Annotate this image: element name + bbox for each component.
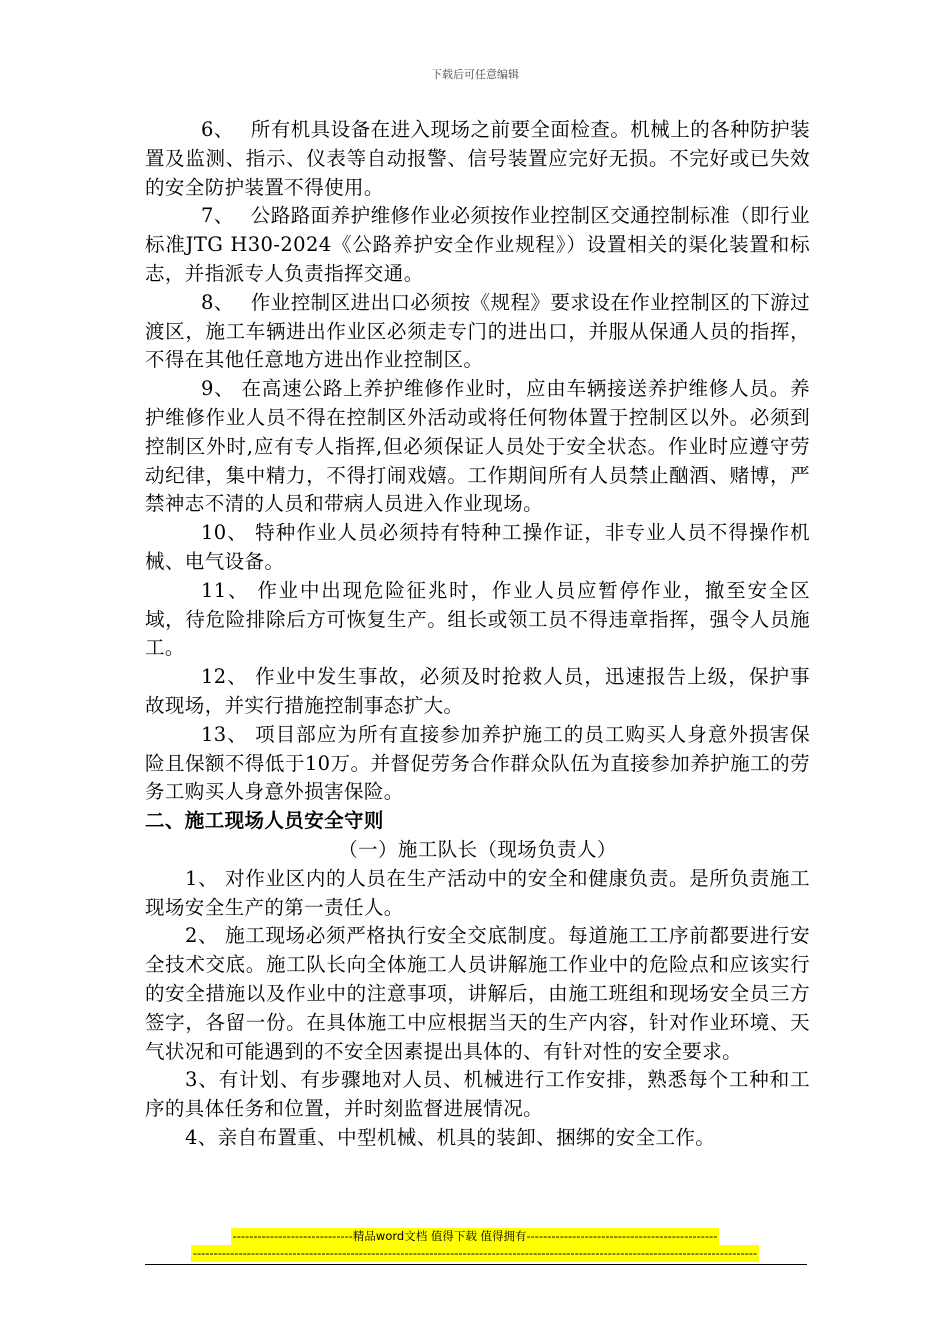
document-body bbox=[145, 116, 810, 1153]
footer-line-2: ---------------------------------------------------------------------------------------------------------------------------------------- bbox=[192, 1246, 758, 1260]
header-note: 下载后可任意编辑 bbox=[431, 68, 519, 81]
footer-banner bbox=[0, 1228, 950, 1262]
footer-line-1: -----------------------------精品word文档 值得下载 值得拥有---------------------------------------------- bbox=[232, 1229, 718, 1243]
paragraph-item-6: 6、 所有机具设备在进入现场之前要全面检查。机械上的各种防护装置及监测、指示、仪表等自动报警、信号装置应完好无损。不完好或已失效的安全防护装置不得使用。 bbox=[145, 118, 810, 199]
section-heading: 二、施工现场人员安全守则 bbox=[145, 809, 384, 833]
subsection-heading: （一）施工队长（现场负责人） bbox=[338, 837, 617, 861]
paragraph-item-9: 9、 在高速公路上养护维修作业时，应由车辆接送养护维修人员。养护维修作业人员不得在控制区外活动或将任何物体置于控制区以外。必须到控制区外时,应有专人指挥,但必须保证人员处于安全状态。作业时应遵守劳动纪律，集中精力，不得打闹戏嬉。工作期间所有人员禁止酗酒、赌博，严禁神志不清的人员和带病人员进入作业现场。 bbox=[145, 377, 810, 516]
paragraph-item-10: 10、 特种作业人员必须持有特种工操作证，非专业人员不得操作机械、电气设备。 bbox=[145, 521, 810, 573]
paragraph-item-11: 11、 作业中出现危险征兆时，作业人员应暂停作业，撤至安全区域，待危险排除后方可恢复生产。组长或领工员不得违章指挥，强令人员施工。 bbox=[145, 578, 810, 660]
footer-divider bbox=[145, 1264, 807, 1265]
paragraph-item-8: 8、 作业控制区进出口必须按《规程》要求设在作业控制区的下游过渡区，施工车辆进出作业区必须走专门的进出口，并服从保通人员的指挥，不得在其他任意地方进出作业控制区。 bbox=[145, 290, 810, 372]
rule-item-2: 2、 施工现场必须严格执行安全交底制度。每道施工工序前都要进行安全技术交底。施工队长向全体施工人员讲解施工作业中的危险点和应该实行的安全措施以及作业中的注意事项，讲解后，由施工班组和现场安全员三方签字，各留一份。在具体施工中应根据当天的生产内容，针对作业环境、天气状况和可能遇到的不安全因素提出具体的、有针对性的安全要求。 bbox=[145, 924, 810, 1063]
rule-item-3: 3、有计划、有步骤地对人员、机械进行工作安排，熟悉每个工种和工序的具体任务和位置，并时刻监督进展情况。 bbox=[145, 1068, 810, 1121]
paragraph-item-12: 12、 作业中发生事故，必须及时抢救人员，迅速报告上级，保护事故现场，并实行措施控制事态扩大。 bbox=[145, 665, 810, 717]
rule-item-4: 4、亲自布置重、中型机械、机具的装卸、捆绑的安全工作。 bbox=[185, 1125, 716, 1149]
paragraph-item-7: 7、 公路路面养护维修作业必须按作业控制区交通控制标准（即行业标准JTG H30-2024《公路养护安全作业规程》）设置相关的渠化装置和标志，并指派专人负责指挥交通。 bbox=[145, 204, 810, 285]
rule-item-1: 1、 对作业区内的人员在生产活动中的安全和健康负责。是所负责施工现场安全生产的第一责任人。 bbox=[145, 866, 810, 919]
paragraph-item-13: 13、 项目部应为所有直接参加养护施工的员工购买人身意外损害保险且保额不得低于10万。并督促劳务合作群众队伍为直接参加养护施工的劳务工购买人身意外损害保险。 bbox=[145, 722, 810, 804]
